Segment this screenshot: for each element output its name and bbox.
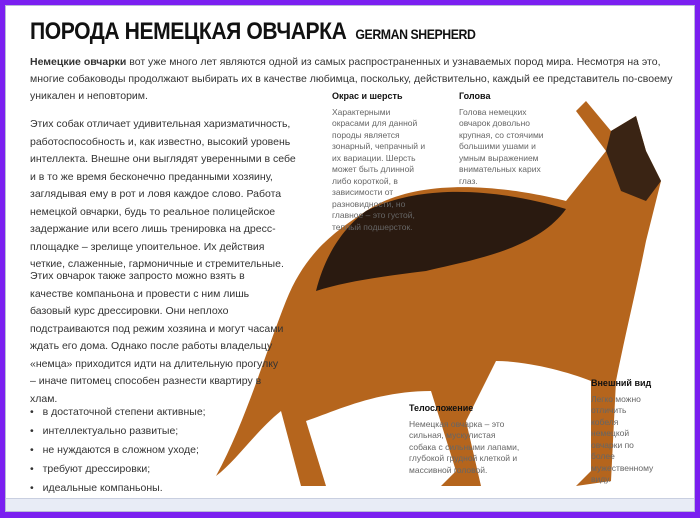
- infographic-page: [5, 5, 695, 512]
- paragraph-3: Этих овчарок также запросто можно взять в качестве компаньона и провести с ним лишь базовый курс дрессировки. Они неплохо подстраиваются под режим хозяина и могут часами ждать его дома. Однако после работы владельцу «немца» приходится идти на длительную прогулку – иначе питомец способен разнести квартиру в хлам.: [30, 270, 284, 405]
- note-text: Голова немецких овчарок довольно крупная, со стоячими большими ушами и умным выражением внимательных карих глаз.: [459, 106, 544, 186]
- note-title: Окрас и шерсть: [332, 91, 403, 101]
- note-text: Немецкая овчарка – это сильная, мускулистая собака с сильными лапами, глубокой грудной клеткой и массивной головой.: [409, 418, 520, 475]
- intro-bold: Немецкие овчарки: [30, 56, 127, 68]
- note-head: [459, 91, 544, 187]
- list-item: • не нуждаются в сложном уходе;: [30, 441, 206, 460]
- note-title: Голова: [459, 91, 491, 101]
- list-item: • в достаточной степени активные;: [30, 403, 206, 422]
- intro-text: вот уже много лет являются одной из самых распространенных и узнаваемых пород мира. Несмотря на это, многие собаководы продолжают выбирать их в качестве любимца, поскольку, действительно, каждый ее представитель по-своему уникален и неповторим.: [30, 56, 673, 102]
- title-text: ПОРОДА НЕМЕЦКАЯ ОВЧАРКА: [30, 18, 347, 45]
- note-text: Легко можно отличить кобеля немецкой овчарки по более мужественному виду.: [591, 393, 654, 484]
- page-title: [30, 18, 475, 46]
- bottom-bar: [6, 498, 694, 511]
- note-title: Внешний вид: [591, 378, 652, 388]
- list-item: • идеальные компаньоны.: [30, 479, 206, 498]
- traits-list: [30, 403, 206, 498]
- note-look: [591, 378, 656, 486]
- note-coat: [332, 91, 427, 233]
- note-text: Характерными окрасами для данной породы является зонарный, чепрачный и их вариации. Шерсть может быть длинной либо короткой, в зависимости от разновидности, но главное – это густой, теплый подшерсток.: [332, 106, 426, 232]
- note-title: Телосложение: [409, 403, 474, 413]
- subtitle: GERMAN SHEPHERD: [355, 26, 476, 42]
- note-body: [409, 403, 524, 476]
- list-item: • требуют дрессировки;: [30, 460, 206, 479]
- list-item: • интеллектуально развитые;: [30, 422, 206, 441]
- paragraph-2: Этих собак отличает удивительная харизматичность, работоспособность и, как известно, высокий уровень интеллекта. Внешне они выглядят уверенными в себе и в то же время бесконечно преданными хозяину, заглядывая ему в рот и ловя каждое слово. Работа немецкой овчарки, будь то реальное полицейское задержание или всего лишь тренировка на дресс-площадке – зрелище упоительное. Их действия четкие, слаженные, гармоничные и стремительные.: [30, 118, 296, 270]
